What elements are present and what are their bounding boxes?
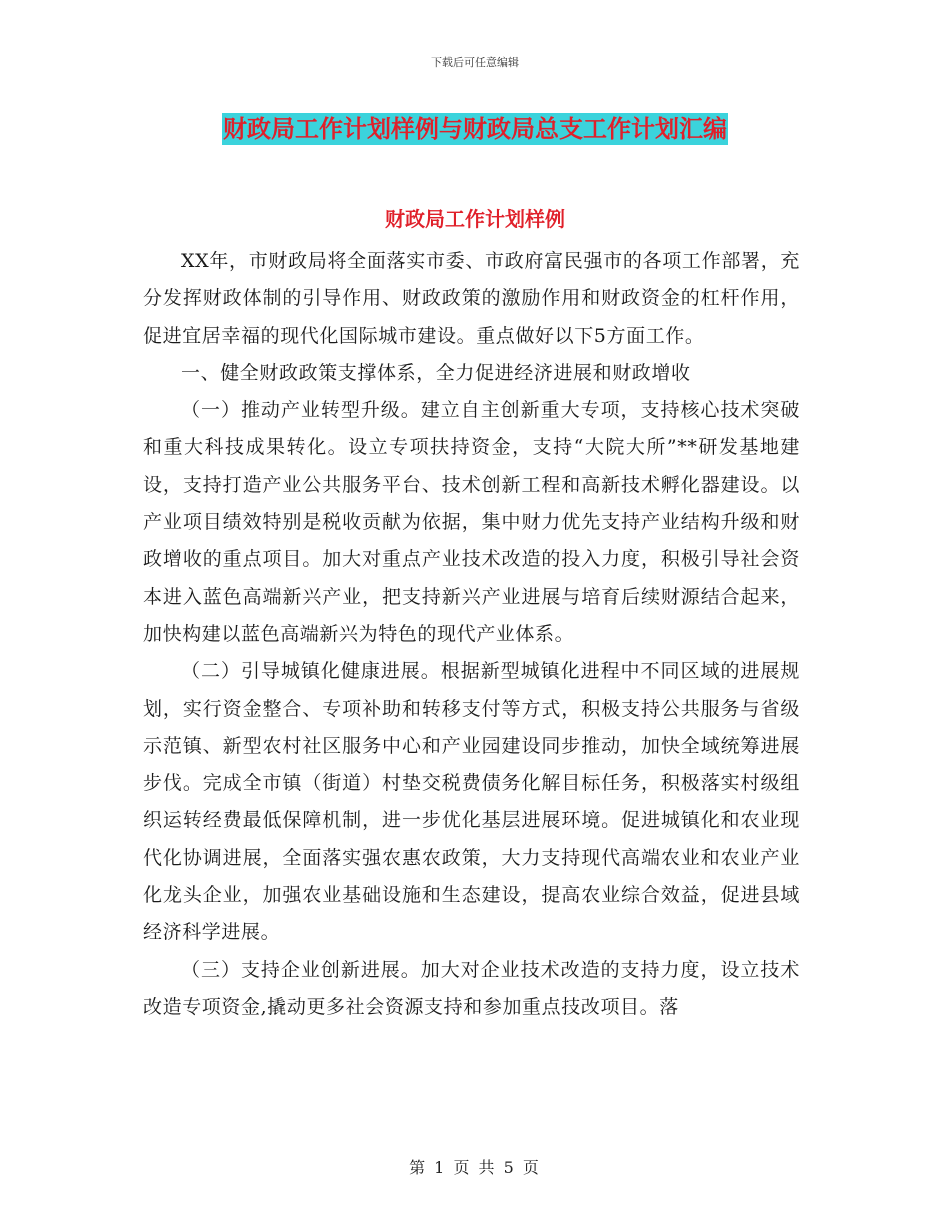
- page-number: 第 1 页 共 5 页: [409, 1158, 541, 1177]
- paragraph-item-2: （二）引导城镇化健康进展。根据新型城镇化进程中不同区域的进展规划，实行资金整合、专项补助和转移支付等方式，积极支持公共服务与省级示范镇、新型农村社区服务中心和产业园建设同步推动，加快全域统筹进展步伐。完成全市镇（街道）村垫交税费债务化解目标任务，积极落实村级组织运转经费最低保障机制，进一步优化基层进展环境。促进城镇化和农业现代化协调进展，全面落实强农惠农政策，大力支持现代高端农业和农业产业化龙头企业，加强农业基础设施和生态建设，提高农业综合效益，促进县域经济科学进展。: [143, 660, 800, 944]
- document-body: [143, 243, 800, 1026]
- paragraph-heading-1: 一、健全财政政策支撑体系，全力促进经济进展和财政增收: [181, 361, 691, 384]
- header-note: 下载后可任意编辑: [431, 56, 519, 69]
- paragraph-item-3: （三）支持企业创新进展。加大对企业技术改造的支持力度，设立技术改造专项资金,撬动更多社会资源支持和参加重点技改项目。落: [143, 958, 800, 1018]
- paragraph-item-1: （一）推动产业转型升级。建立自主创新重大专项，支持核心技术突破和重大科技成果转化。设立专项扶持资金，支持“大院大所”**研发基地建设，支持打造产业公共服务平台、技术创新工程和高新技术孵化器建设。以产业项目绩效特别是税收贡献为依据，集中财力优先支持产业结构升级和财政增收的重点项目。加大对重点产业技术改造的投入力度，积极引导社会资本进入蓝色高端新兴产业，把支持新兴产业进展与培育后续财源结合起来，加快构建以蓝色高端新兴为特色的现代产业体系。: [143, 399, 800, 645]
- section-title: 财政局工作计划样例: [385, 207, 565, 231]
- document-title: 财政局工作计划样例与财政局总支工作计划汇编: [223, 114, 727, 143]
- paragraph-intro: XX年，市财政局将全面落实市委、市政府富民强市的各项工作部署，充分发挥财政体制的引导作用、财政政策的激励作用和财政资金的杠杆作用，促进宜居幸福的现代化国际城市建设。重点做好以下5方面工作。: [143, 250, 800, 347]
